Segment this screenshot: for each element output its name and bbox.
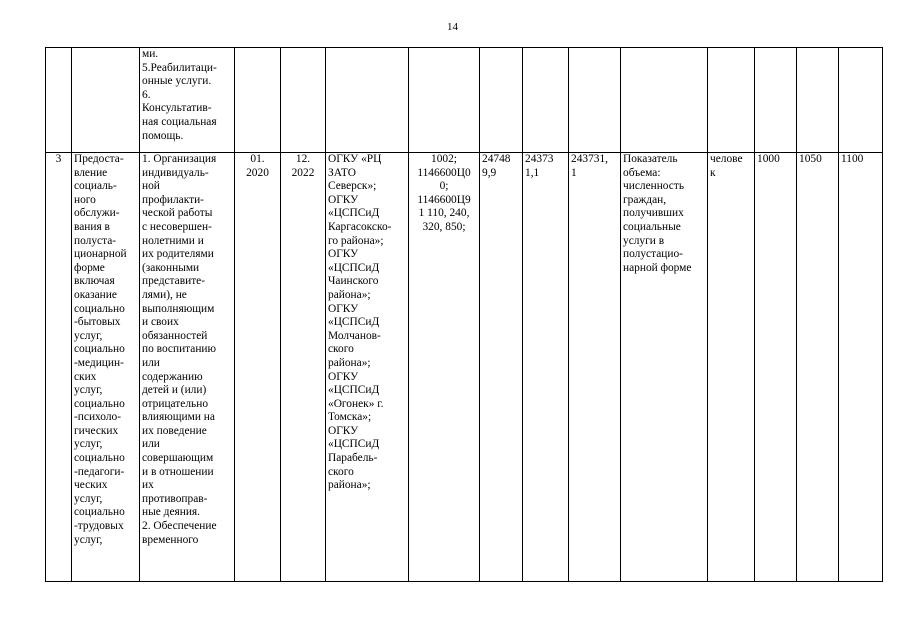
cell-text-line: 12. — [295, 153, 311, 165]
cell-text-line: ческих — [74, 479, 108, 492]
table-cell — [839, 48, 883, 153]
cell-text-line: района»; — [328, 479, 371, 492]
cell-text-line: лями), не — [142, 288, 187, 301]
cell-text-line: ЗАТО — [328, 166, 356, 179]
cell-text-line: детей и (или) — [142, 384, 207, 397]
table-row — [46, 48, 883, 153]
cell-text-line: по воспитанию — [142, 343, 217, 356]
cell-text-line: Предоста- — [74, 153, 124, 165]
table-cell — [708, 48, 755, 153]
cell-text-line: -медицин- — [74, 356, 124, 369]
cell-text-line: ОГКУ — [328, 424, 359, 437]
table-cell — [480, 48, 523, 153]
cell-text-line: ционарной — [74, 248, 127, 261]
cell-text-line: ОГКУ «РЦ — [328, 153, 382, 165]
cell-text-line: ная социальная — [142, 115, 217, 128]
cell-text-line: содержанию — [142, 370, 203, 383]
cell-text-line: численность — [623, 180, 685, 193]
cell-text-line: ОГКУ — [328, 302, 359, 315]
cell-text-line: ских — [74, 370, 97, 383]
cell-text-line: оказание — [74, 288, 117, 301]
cell-text-line: противоправ- — [142, 492, 208, 505]
cell-text-line: 0; — [439, 180, 449, 193]
cell-text-line: 2020 — [246, 166, 269, 179]
cell-text-line: 1146600Ц9 — [417, 193, 471, 206]
cell-text-line: -психоло- — [74, 411, 122, 424]
cell-text-line: ского — [328, 343, 354, 356]
cell-text-line: профилакти- — [142, 193, 204, 206]
cell-text-line: вания в — [74, 220, 110, 233]
table-cell — [797, 48, 839, 153]
cell-text-line: услуг, — [74, 438, 103, 451]
cell-text-line: индивидуаль- — [142, 166, 209, 179]
unit-cell — [708, 153, 755, 582]
cell-text-line: 9,9 — [482, 166, 497, 179]
amount-3-cell — [569, 153, 621, 582]
cell-text-line: социально — [74, 343, 125, 356]
measure-name-cell — [72, 153, 140, 582]
cell-text-line: Консультатив- — [142, 102, 212, 115]
cell-text-line: граждан, — [623, 193, 667, 206]
cell-text-line: их родителями — [142, 248, 214, 261]
cell-text-line: ОГКУ — [328, 370, 359, 383]
cell-text-line: 1 — [571, 166, 577, 179]
table-cell — [569, 48, 621, 153]
cell-text-line: отрицательно — [142, 397, 209, 410]
cell-text-line: 1146600Ц0 — [417, 166, 471, 179]
cell-text-line: социально — [74, 452, 125, 465]
cell-text-line: социально — [74, 506, 125, 519]
table-cell — [523, 48, 569, 153]
value-2-cell: 1050 — [797, 153, 839, 582]
value-1-cell: 1000 — [755, 153, 797, 582]
cell-text-line: помощь. — [142, 129, 184, 142]
cell-text-line: онные услуги. — [142, 75, 212, 88]
cell-text-line: «ЦСПСиД — [328, 384, 380, 397]
cell-text-line: 1 110, 240, — [418, 207, 470, 220]
cell-text-line: нарной форме — [623, 261, 692, 274]
cell-text-line: к — [710, 166, 716, 179]
cell-text-line: Молчанов- — [328, 329, 381, 342]
cell-text-line: услуг, — [74, 533, 103, 546]
cell-text-line: «ЦСПСиД — [328, 261, 380, 274]
cell-text-line: 1002; — [431, 153, 457, 165]
cell-text-line: 2022 — [291, 166, 315, 179]
cell-text-line: «ЦСПСиД — [328, 316, 380, 329]
cell-text-line: форме — [74, 261, 105, 274]
cell-text-line: ского — [328, 465, 354, 478]
cell-text-line: Северск»; — [328, 180, 377, 193]
cell-text-line: -трудовых — [74, 520, 124, 533]
cell-text-line: обязанностей — [142, 329, 208, 342]
kbk-cell — [409, 153, 480, 582]
cell-text-line: 01. — [250, 153, 265, 165]
cell-text-line: «ЦСПСиД — [328, 207, 380, 220]
table-cell — [621, 48, 708, 153]
table-cell — [72, 48, 140, 153]
cell-text-line: их поведение — [142, 424, 207, 437]
table-cell — [326, 48, 409, 153]
cell-text-line: временного — [142, 533, 199, 546]
measure-content-cell — [140, 153, 235, 582]
cell-text-line: услуг, — [74, 329, 103, 342]
cell-text-line: или — [142, 356, 160, 369]
end-date-cell — [281, 153, 326, 582]
cell-text-line: социаль- — [74, 180, 117, 193]
page-number: 14 — [447, 21, 458, 33]
cell-text-line: 243731, — [571, 153, 609, 165]
cell-text-line: Парабель- — [328, 452, 378, 465]
cell-text-line: 24373 — [525, 153, 554, 165]
amount-2-cell — [523, 153, 569, 582]
table-cell — [46, 48, 72, 153]
cell-text-line: -бытовых — [74, 316, 121, 329]
cell-text-line: или — [142, 438, 160, 451]
cell-text-line: их — [142, 479, 154, 492]
value-3-cell: 1100 — [839, 153, 883, 582]
cell-text-line: района»; — [328, 356, 371, 369]
cell-text-line: 320, 850; — [422, 220, 466, 233]
cell-text-line: услуги в — [623, 234, 665, 247]
cell-text-line: Показатель — [623, 153, 678, 165]
cell-text-line: гических — [74, 424, 119, 437]
table-cell — [755, 48, 797, 153]
start-date-cell — [235, 153, 281, 582]
cell-text-line: выполняющим — [142, 302, 215, 315]
table-cell — [235, 48, 281, 153]
cell-text-line: влияющими на — [142, 411, 215, 424]
cell-text-line: представите- — [142, 275, 206, 288]
cell-text-line: социально — [74, 302, 125, 315]
row-number-cell: 3 — [46, 153, 72, 582]
cell-text-line: «ЦСПСиД — [328, 438, 380, 451]
table-cell — [281, 48, 326, 153]
cell-text-line: включая — [74, 275, 115, 288]
cell-text-line: полустацио- — [623, 248, 683, 261]
cell-text-line: ной — [142, 180, 160, 193]
cell-text-line: Каргасокско- — [328, 220, 392, 233]
amount-1-cell — [480, 153, 523, 582]
cell-text-line: го района»; — [328, 234, 384, 247]
cell-text-line: объема: — [623, 166, 661, 179]
cell-text-line: челове — [710, 153, 743, 165]
cell-text-line: (законными — [142, 261, 200, 274]
cell-text-line: 2. Обеспечение — [142, 520, 217, 533]
indicator-cell — [621, 153, 708, 582]
cell-text-line: полуста- — [74, 234, 117, 247]
cell-text-line: с несовершен- — [142, 220, 212, 233]
cell-text-line: и в отношении — [142, 465, 214, 478]
prev-row-content-cell — [140, 48, 235, 153]
cell-text-line: 5.Реабилитаци- — [142, 61, 217, 74]
cell-text-line: вление — [74, 166, 108, 179]
table-cell — [409, 48, 480, 153]
cell-text-line: социальные — [623, 220, 681, 233]
cell-text-line: ные деяния. — [142, 506, 201, 519]
cell-text-line: ми. — [142, 48, 159, 60]
cell-text-line: 24748 — [482, 153, 511, 165]
table-row — [46, 153, 883, 582]
cell-text-line: ческой работы — [142, 207, 213, 220]
cell-text-line: и своих — [142, 316, 179, 329]
cell-text-line: 1. Организация — [142, 153, 217, 165]
cell-text-line: ОГКУ — [328, 248, 359, 261]
executor-cell — [326, 153, 409, 582]
cell-text-line: 1,1 — [525, 166, 540, 179]
program-table — [45, 47, 883, 582]
cell-text-line: услуг, — [74, 384, 103, 397]
cell-text-line: нолетними и — [142, 234, 204, 247]
cell-text-line: обслужи- — [74, 207, 120, 220]
cell-text-line: получивших — [623, 207, 684, 220]
cell-text-line: совершающим — [142, 452, 214, 465]
cell-text-line: ного — [74, 193, 96, 206]
cell-text-line: ОГКУ — [328, 193, 359, 206]
cell-text-line: района»; — [328, 288, 371, 301]
cell-text-line: 6. — [142, 88, 151, 101]
cell-text-line: услуг, — [74, 492, 103, 505]
cell-text-line: -педагоги- — [74, 465, 125, 478]
cell-text-line: Томска»; — [328, 411, 372, 424]
cell-text-line: социально — [74, 397, 125, 410]
cell-text-line: Чаинского — [328, 275, 379, 288]
cell-text-line: «Огонек» г. — [328, 397, 384, 410]
